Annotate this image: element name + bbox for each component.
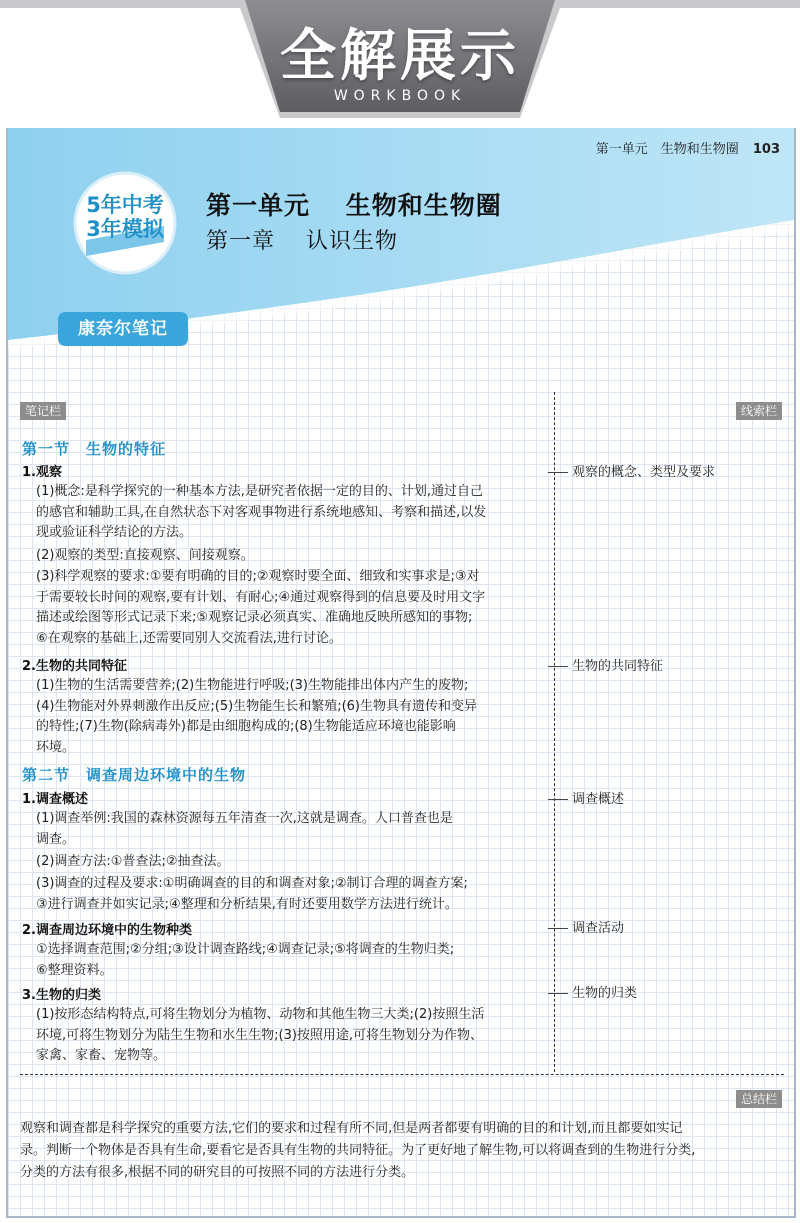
para-survey-example: (1)调查举例:我国的森林资源每五年清查一次,这就是调查。人口普查也是 调查。 (36, 811, 453, 847)
subheading-survey-species: 2.调查周边环境中的生物种类 (22, 923, 192, 938)
para-observation-types: (2)观察的类型:直接观察、间接观察。 (36, 548, 254, 563)
logo-line2: 3年模拟 (86, 217, 164, 241)
banner-subtitle: WORKBOOK (333, 88, 467, 104)
para-survey-process: (3)调查的过程及要求:①明确调查的目的和调查对象;②制订合理的调查方案; ③进行调查并如实记录;④整理和分析结果,有时还要用数学方法进行统计。 (36, 876, 468, 912)
notes-column-head: 笔记栏 (20, 402, 66, 420)
cue-survey-activity: 调查活动 (548, 917, 624, 936)
unit-title: 第一单元 生物和生物圈 (206, 191, 502, 220)
summary-column-head: 总结栏 (736, 1090, 782, 1108)
running-head-text: 第一单元 生物和生物圈 (595, 142, 739, 157)
para-survey-steps: ①选择调查范围;②分组;③设计调查路线;④调查记录;⑤将调查的生物归类; ⑥整理资料。 (36, 942, 455, 978)
cue-common-features: 生物的共同特征 (548, 655, 663, 674)
subheading-observation: 1.观察 (22, 465, 62, 480)
cues-column-head: 线索栏 (736, 402, 782, 420)
section-title-2: 第二节 调查周边环境中的生物 (22, 766, 247, 784)
chapter-title: 第一章 认识生物 (206, 229, 398, 254)
top-banner (0, 0, 800, 130)
para-common-features: (1)生物的生活需要营养;(2)生物能进行呼吸;(3)生物能排出体内产生的废物; (4)生物能对外界刺激作出反应;(5)生物能生长和繁殖;(6)生物具有遗传和变异 的特性;(7)生物(除病毒外)都是由细胞构成的;(8)生物能适应环境也能影响 环境。 (36, 678, 478, 755)
column-divider (554, 392, 555, 1072)
page-number: 103 (752, 142, 780, 157)
cornell-notes-tag: 康奈尔笔记 (78, 319, 168, 339)
summary-text: 观察和调查都是科学探究的重要方法,它们的要求和过程有所不同,但是两者都要有明确的目的和计划,而且都要如实记 录。判断一个物体是否具有生命,要看它是否具有生物的共同特征。为了更好地了解生物,可以将调查到的生物进行分类, 分类的方法有很多,根据不同的研究目的可按照不同的方法进行分类。 (20, 1121, 696, 1180)
para-survey-methods: (2)调查方法:①普查法;②抽查法。 (36, 854, 230, 869)
section-title-1: 第一节 生物的特征 (22, 440, 167, 458)
para-observation-requirements: (3)科学观察的要求:①要有明确的目的;②观察时要全面、细致和实事求是;③对 于需要较长时间的观察,要有计划、有耐心;④通过观察得到的信息要及时用文字 描述或绘图等形式记录下来;⑤观察记录必须真实、准确地反映所感知的事物; ⑥在观察的基础上,还需要同别人交流看法,进行讨论。 (36, 569, 486, 646)
cue-survey-overview: 调查概述 (548, 788, 624, 807)
cue-observation: 观察的概念、类型及要求 (548, 461, 715, 480)
brand-logo (72, 170, 178, 276)
workbook-page (6, 128, 796, 1218)
subheading-common-features: 2.生物的共同特征 (22, 659, 127, 674)
para-observation-concept: (1)概念:是科学探究的一种基本方法,是研究者依据一定的目的、计划,通过自己 的感官和辅助工具,在自然状态下对客观事物进行系统地感知、考察和描述,以发 现或验证科学结论的方法。 (36, 484, 487, 540)
running-head (596, 138, 780, 157)
cue-classification: 生物的归类 (548, 982, 637, 1001)
subheading-survey-overview: 1.调查概述 (22, 792, 88, 807)
para-classification: (1)按形态结构特点,可将生物划分为植物、动物和其他生物三大类;(2)按照生活 环境,可将生物划分为陆生生物和水生生物;(3)按照用途,可将生物划分为作物、 家禽、家畜、宠物等。 (36, 1007, 485, 1063)
subheading-classification: 3.生物的归类 (22, 988, 101, 1003)
summary-divider (20, 1074, 784, 1075)
logo-line1: 5年中考 (86, 193, 164, 217)
banner-title: 全解展示 (280, 24, 520, 89)
